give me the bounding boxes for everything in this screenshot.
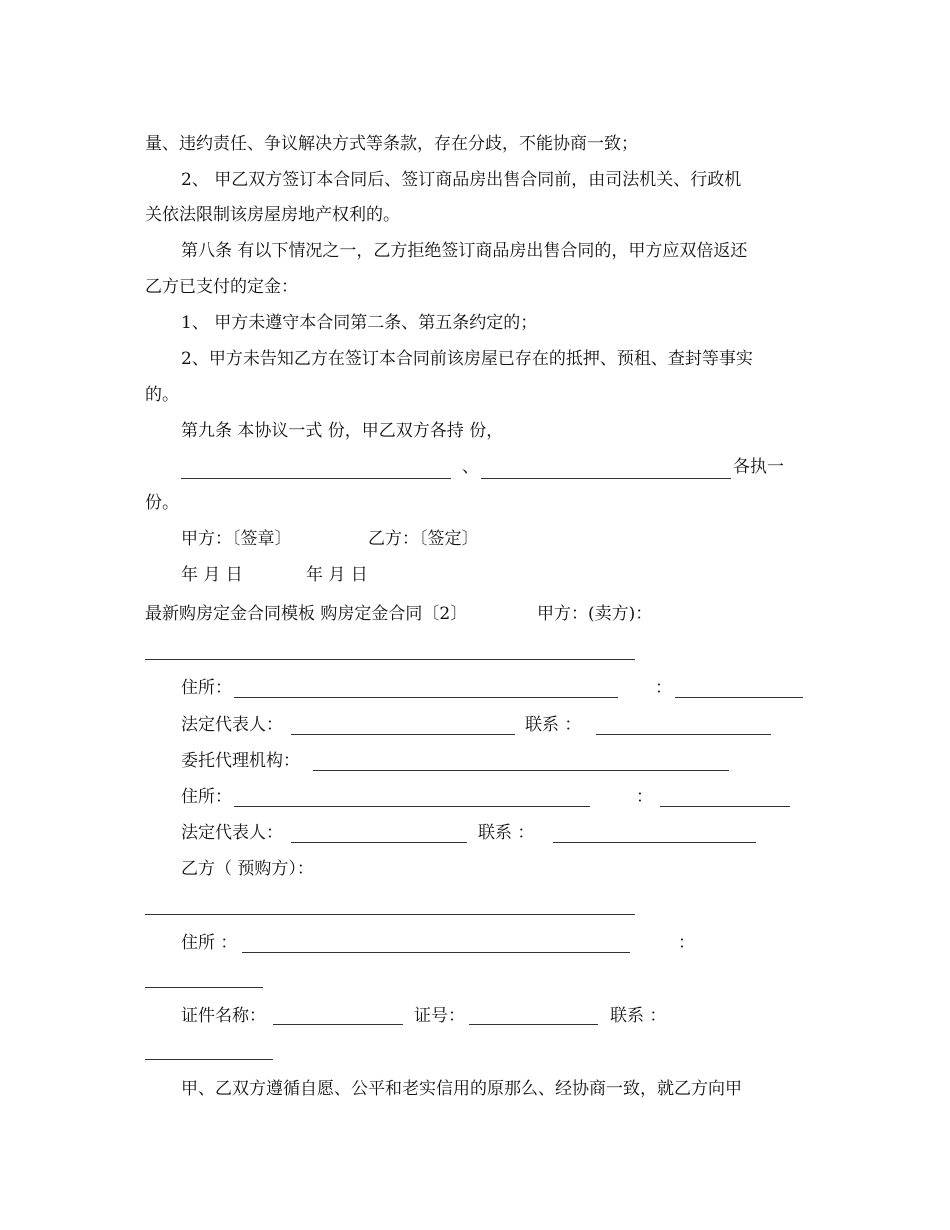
buyer-contact-blank[interactable] bbox=[145, 1059, 273, 1060]
blank-copy-holder-2[interactable] bbox=[481, 478, 731, 479]
article-9-line-2-end: 各执一 bbox=[733, 457, 784, 477]
separator-mark: 、 bbox=[462, 457, 479, 477]
clause-2-line-2: 关依法限制该房屋房地产权利的。 bbox=[145, 205, 400, 225]
party-a-date: 年 月 日 bbox=[181, 565, 243, 585]
seller-address-label: 住所： bbox=[181, 678, 232, 698]
seller-rep-blank[interactable] bbox=[291, 734, 515, 735]
agent-blank[interactable] bbox=[313, 770, 729, 771]
seller-contact-blank[interactable] bbox=[596, 734, 771, 735]
agent-address-blank[interactable] bbox=[234, 806, 590, 807]
seller-address-colon: ： bbox=[655, 678, 672, 698]
seller-extra-blank[interactable] bbox=[675, 697, 803, 698]
agent-label: 委托代理机构： bbox=[181, 751, 300, 771]
article-8-line-2: 乙方已支付的定金： bbox=[145, 277, 298, 297]
buyer-id-type-blank[interactable] bbox=[273, 1024, 403, 1025]
article-9-line-1: 第九条 本协议一式 份，甲乙双方各持 份， bbox=[181, 421, 504, 441]
article-8-item-1: 1、 甲方未遵守本合同第二条、第五条约定的； bbox=[181, 313, 538, 333]
buyer-id-no-blank[interactable] bbox=[469, 1024, 598, 1025]
buyer-label: 乙方（ 预购方）： bbox=[181, 859, 314, 879]
article-8-item-2-line-1: 2、甲方未告知乙方在签订本合同前该房屋已存在的抵押、预租、查封等事实 bbox=[181, 349, 753, 369]
agent-address-colon: ： bbox=[636, 787, 653, 807]
seller-address-blank[interactable] bbox=[234, 697, 618, 698]
clause-2-line-1: 2、 甲乙双方签订本合同后、签订商品房出售合同前，由司法机关、行政机 bbox=[181, 170, 742, 190]
article-8-item-2-line-2: 的。 bbox=[145, 385, 179, 405]
seller-rep-label: 法定代表人： bbox=[181, 715, 283, 735]
preamble-line-1: 甲、乙双方遵循自愿、公平和老实信用的原那么、经协商一致，就乙方向甲 bbox=[181, 1079, 742, 1099]
buyer-id-no-label: 证号： bbox=[414, 1006, 465, 1026]
para-line-1: 量、违约责任、争议解决方式等条款，存在分歧，不能协商一致； bbox=[145, 134, 638, 154]
blank-copy-holder-1[interactable] bbox=[181, 478, 451, 479]
buyer-address-blank[interactable] bbox=[242, 952, 630, 953]
agent-rep-label: 法定代表人： bbox=[181, 823, 283, 843]
agent-extra-blank[interactable] bbox=[660, 806, 790, 807]
party-a-signature-label: 甲方：〔签章〕 bbox=[181, 529, 292, 549]
agent-address-label: 住所： bbox=[181, 787, 232, 807]
seller-label: 甲方：(卖方)： bbox=[537, 604, 653, 624]
buyer-contact-label: 联系 ： bbox=[610, 1006, 667, 1026]
seller-contact-label: 联系 ： bbox=[525, 715, 582, 735]
agent-contact-label: 联系 ： bbox=[478, 823, 535, 843]
agent-rep-blank[interactable] bbox=[291, 842, 467, 843]
party-b-signature-label: 乙方：〔签定〕 bbox=[368, 529, 479, 549]
article-9-line-3: 份。 bbox=[145, 493, 179, 513]
buyer-extra-blank[interactable] bbox=[145, 987, 263, 988]
buyer-address-colon: ： bbox=[678, 933, 695, 953]
buyer-address-label: 住所 ： bbox=[181, 933, 238, 953]
buyer-name-blank[interactable] bbox=[145, 914, 635, 915]
contract-2-title: 最新购房定金合同模板 购房定金合同〔2〕 bbox=[145, 604, 468, 624]
party-b-date: 年 月 日 bbox=[306, 565, 368, 585]
article-8-line-1: 第八条 有以下情况之一，乙方拒绝签订商品房出售合同的，甲方应双倍返还 bbox=[181, 241, 748, 261]
buyer-id-type-label: 证件名称： bbox=[181, 1006, 266, 1026]
seller-name-blank[interactable] bbox=[145, 659, 635, 660]
agent-contact-blank[interactable] bbox=[553, 842, 756, 843]
